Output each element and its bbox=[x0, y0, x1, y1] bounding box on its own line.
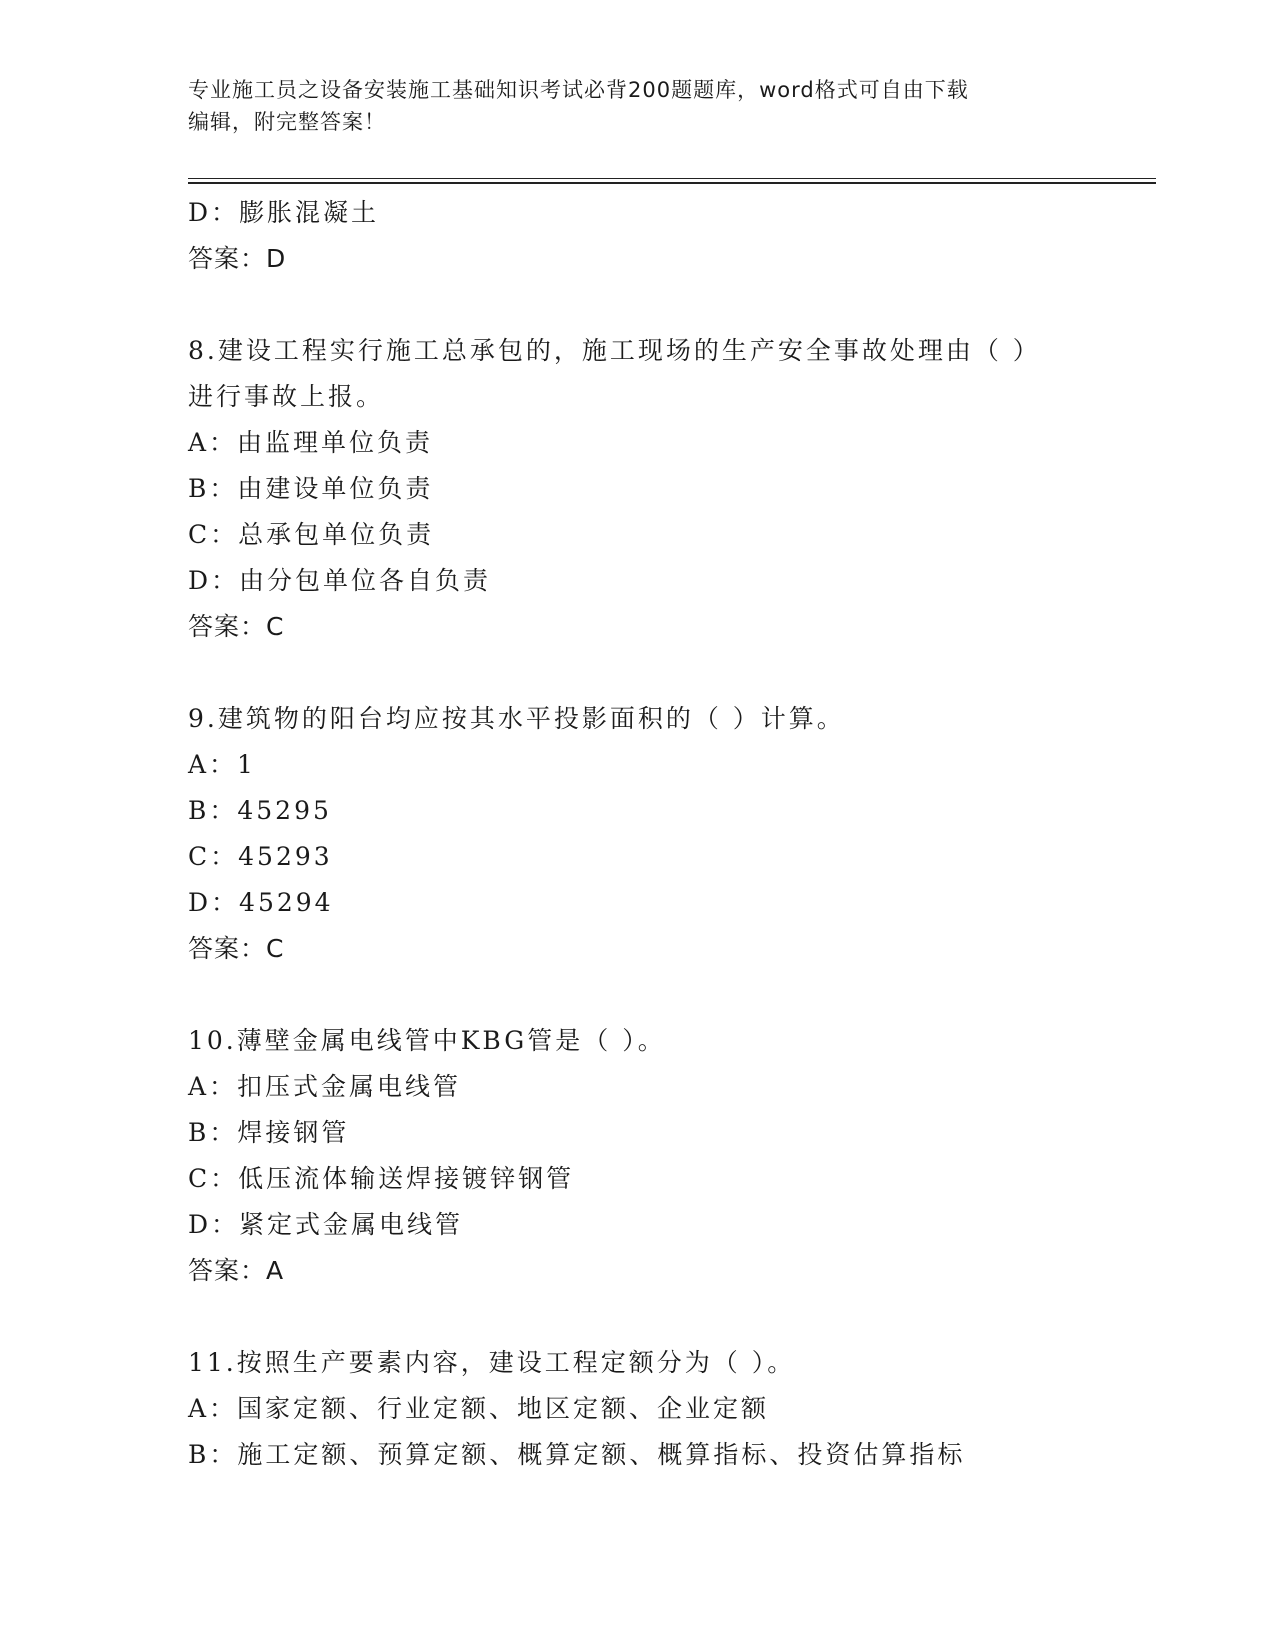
q10-option-c: C：低压流体输送焊接镀锌钢管 bbox=[188, 1164, 575, 1193]
q8-stem bbox=[188, 328, 1148, 420]
q8-option-a: A：由监理单位负责 bbox=[188, 428, 434, 457]
q11-stem: 11.按照生产要素内容，建设工程定额分为（ ）。 bbox=[188, 1348, 796, 1377]
page-header bbox=[188, 74, 1048, 138]
q8-stem-line-2: 进行事故上报。 bbox=[188, 382, 385, 411]
q11-option-a: A：国家定额、行业定额、地区定额、企业定额 bbox=[188, 1394, 770, 1423]
q10-answer: 答案：A bbox=[188, 1256, 285, 1285]
q10-option-d: D：紧定式金属电线管 bbox=[188, 1210, 464, 1239]
q7-answer: 答案：D bbox=[188, 244, 287, 273]
q9-option-a: A：1 bbox=[188, 750, 256, 779]
q7-option-d: D：膨胀混凝土 bbox=[188, 198, 380, 227]
q8-option-b: B：由建设单位负责 bbox=[188, 474, 434, 503]
q10-option-a: A：扣压式金属电线管 bbox=[188, 1072, 462, 1101]
question-list bbox=[188, 190, 1148, 1478]
q9-option-b: B：45295 bbox=[188, 796, 332, 825]
header-title-line-1: 专业施工员之设备安装施工基础知识考试必背200题题库，word格式可自由下载 bbox=[188, 78, 969, 102]
q8-stem-line-1: 8.建设工程实行施工总承包的，施工现场的生产安全事故处理由（ ） bbox=[188, 336, 1041, 365]
q11-option-b: B：施工定额、预算定额、概算定额、概算指标、投资估算指标 bbox=[188, 1440, 966, 1469]
q8-option-c: C：总承包单位负责 bbox=[188, 520, 435, 549]
q8-answer: 答案：C bbox=[188, 612, 285, 641]
q9-option-d: D：45294 bbox=[188, 888, 334, 917]
q10-option-b: B：焊接钢管 bbox=[188, 1118, 350, 1147]
q10-stem: 10.薄壁金属电线管中KBG管是（ ）。 bbox=[188, 1026, 666, 1055]
q8-option-d: D：由分包单位各自负责 bbox=[188, 566, 492, 595]
header-rule-thick bbox=[188, 182, 1156, 184]
header-title-line-2: 编辑，附完整答案！ bbox=[188, 110, 386, 134]
q9-option-c: C：45293 bbox=[188, 842, 333, 871]
header-rule-thin bbox=[188, 178, 1156, 179]
q9-stem: 9.建筑物的阳台均应按其水平投影面积的（ ）计算。 bbox=[188, 704, 845, 733]
q9-answer: 答案：C bbox=[188, 934, 285, 963]
